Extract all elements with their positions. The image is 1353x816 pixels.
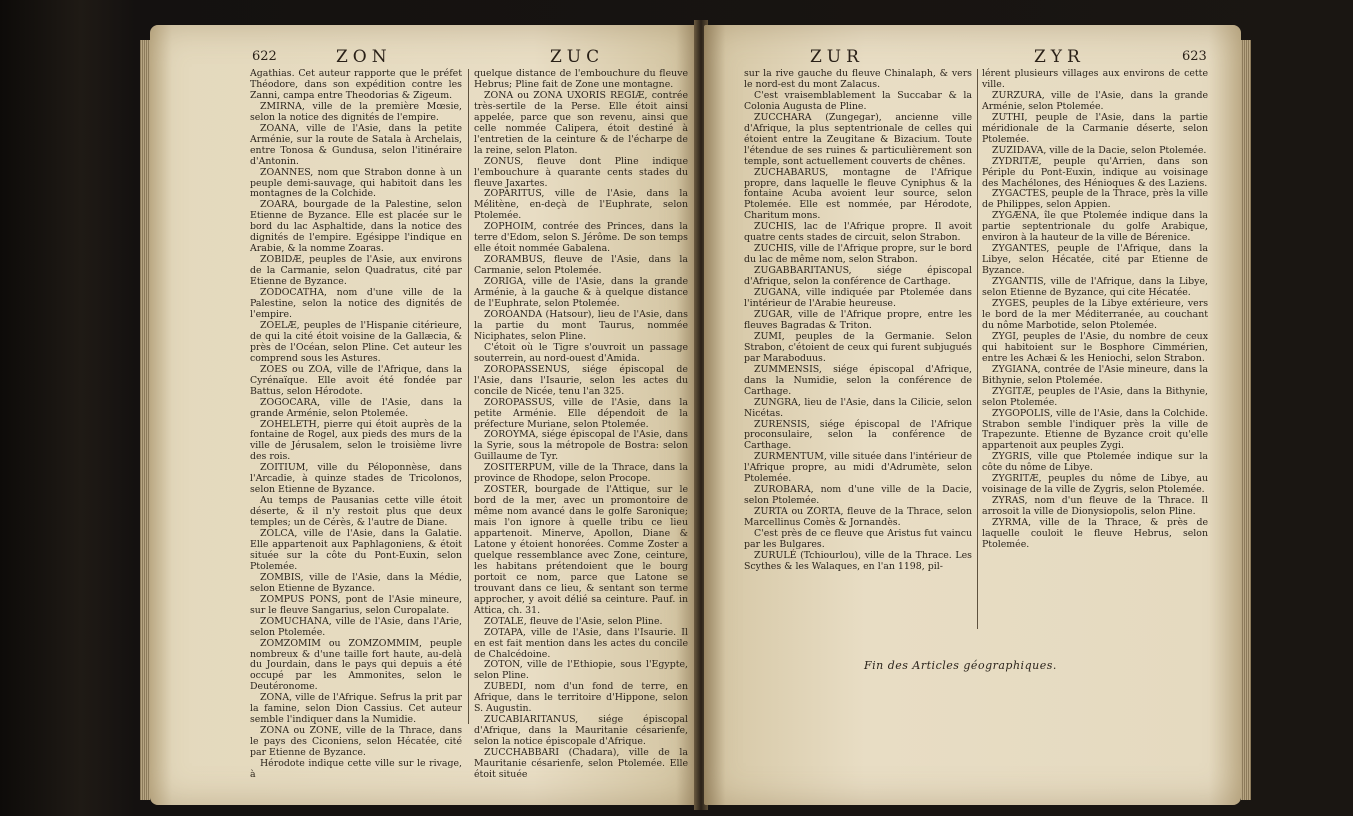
entry-paragraph: ZOITIUM, ville du Péloponnèse, dans l'Arcadie, à quinze stades de Tricolonos, selon Etienne de Byzance. [250, 462, 462, 496]
entry-paragraph: sur la rive gauche du fleuve Chinalaph, & vers le nord-est du mont Zalacus. [744, 68, 972, 90]
entry-paragraph: ZOHELETH, pierre qui étoit auprès de la fontaine de Rogel, aux pieds des murs de la ville de Jérusalem, selon le troisième livre des rois. [250, 418, 462, 463]
running-head-left-1: ZON [336, 47, 392, 67]
entry-paragraph: Agathias. Cet auteur rapporte que le préfet Théodore, dans son expédition contre les Zanni, campa entre Theodorias & Zigeum. [250, 68, 462, 101]
entry-paragraph: ZUROBARA, nom d'une ville de la Dacie, selon Ptolemée. [744, 484, 972, 507]
entry-paragraph: ZYGANTES, peuple de l'Afrique, dans la Libye, selon Hécatée, cité par Etienne de Byzance. [982, 243, 1208, 277]
entry-paragraph: C'est vraisemblablement la Succabar & la Colonia Augusta de Pline. [744, 89, 972, 112]
entry-paragraph: ZOROANDA (Hatsour), lieu de l'Asie, dans la partie du mont Taurus, nommée Niciphates, selon Pline. [474, 308, 688, 342]
entry-paragraph: ZUCABIARITANUS, siége épiscopal d'Afrique, dans la Mauritanie césarienfe, selon la notice épiscopale d'Afrique. [474, 714, 688, 748]
entry-paragraph: ZURZURA, ville de l'Asie, dans la grande Arménie, selon Ptolemée. [982, 89, 1208, 112]
entry-paragraph: ZOANNES, nom que Strabon donne à un peuple demi-sauvage, qui habitoit dans les montagnes de la Colchide. [250, 166, 462, 200]
entry-paragraph: ZYRMA, ville de la Thrace, & près de laquelle couloit le fleuve Hebrus, selon Ptolemée. [982, 517, 1208, 550]
entry-paragraph: ZYRAS, nom d'un fleuve de la Thrace. Il arrosoit la ville de Dionysiopolis, selon Pline. [982, 495, 1208, 518]
entry-paragraph: ZOMBIS, ville de l'Asie, dans la Médie, selon Etienne de Byzance. [250, 571, 462, 594]
entry-paragraph: ZUZIDAVA, ville de la Dacie, selon Ptolemée. [992, 144, 1207, 156]
entry-paragraph: Hérodote indique cette ville sur le rivage, à [250, 758, 462, 780]
entry-paragraph: ZUMMENSIS, siége épiscopal d'Afrique, dans la Numidie, selon la conférence de Carthage. [744, 363, 972, 397]
entry-paragraph: ZUCHIS, lac de l'Afrique propre. Il avoit quatre cents stades de circuit, selon Strabon. [744, 221, 972, 244]
entry-paragraph: ZOMZOMIM ou ZOMZOMMIM, peuple nombreux & d'une taille fort haute, au-delà du Jourdain, dans le pays qui depuis a été occupé par les Ammonites, selon le Deutéronome. [250, 637, 462, 693]
entry-paragraph: ZOROPASSENUS, siége épiscopal de l'Asie, dans l'Isaurie, selon les actes du concile de Nicée, tenu l'an 325. [474, 363, 688, 397]
entry-paragraph: ZOROPASSUS, ville de l'Asie, dans la petite Arménie. Elle dépendoit de la préfecture Muriane, selon Ptolemée. [474, 396, 688, 430]
entry-paragraph: ZYGACTES, peuple de la Thrace, près la ville de Philippes, selon Appien. [982, 188, 1208, 211]
column-rule-right [977, 69, 978, 629]
entry-paragraph: ZYGÆNA, île que Ptolemée indique dans la partie septentrionale du golfe Arabique, environ à la hauteur de la ville de Bérenice. [982, 210, 1208, 244]
entry-paragraph: ZYGES, peuples de la Libye extérieure, vers le bord de la mer Méditerranée, au couchant du nôme Marbotide, selon Ptolemée. [982, 298, 1208, 331]
entry-paragraph: ZOPHOIM, contrée des Princes, dans la terre d'Edom, selon S. Jérôme. De son temps elle étoit nommée Gabalena. [474, 221, 688, 255]
entry-paragraph: ZUGABBARITANUS, siége épiscopal d'Afrique, selon la conférence de Carthage. [744, 265, 972, 288]
entry-paragraph: ZUCHIS, ville de l'Afrique propre, sur le bord du lac de même nom, selon Strabon. [744, 243, 972, 266]
column-rule-left [468, 69, 469, 724]
page-number-right: 623 [1182, 49, 1207, 64]
entry-paragraph: ZUCCHARA (Zungegar), ancienne ville d'Afrique, la plus septentrionale de celles qui étoient entre la Zeugitane & Bizacium. Toute l'étendue de ses ruines & particulièrement son temple, sont actuellement couverts de chênes. [744, 111, 972, 167]
left-column-1 [250, 69, 462, 781]
entry-paragraph: ZOGOCARA, ville de l'Asie, dans la grande Arménie, selon Ptolemée. [250, 396, 462, 419]
entry-paragraph: ZOSITERPUM, ville de la Thrace, dans la province de Rhodope, selon Procope. [474, 462, 688, 485]
entry-paragraph: ZYGI, peuples de l'Asie, du nombre de ceux qui habitoient sur le Bosphore Cimmérien, entre les Achæi & les Heniochi, selon Strabon. [982, 330, 1208, 364]
entry-paragraph: ZOTON, ville de l'Ethiopie, sous l'Egypte, selon Pline. [474, 659, 688, 682]
running-head-right-2: ZYR [1034, 47, 1085, 67]
page-number-left: 622 [252, 49, 277, 64]
right-page [704, 25, 1241, 805]
entry-paragraph: ZYGOPOLIS, ville de l'Asie, dans la Colchide. Strabon semble l'indiquer près la ville de Trapezunte. Etienne de Byzance croit qu'elle appartenoit aux peuples Zygi. [982, 407, 1208, 452]
entry-paragraph: C'étoit où le Tigre s'ouvroit un passage souterrein, au nord-ouest d'Amida. [474, 341, 688, 364]
entry-paragraph: ZOTAPA, ville de l'Asie, dans l'Isaurie. Il en est fait mention dans les actes du concile de Chalcédoine. [474, 626, 688, 660]
entry-paragraph: ZONA, ville de l'Afrique. Sefrus la prit par la famine, selon Dion Cassius. Cet auteur semble l'indiquer dans la Numidie. [250, 692, 462, 726]
entry-paragraph: ZURTA ou ZORTA, fleuve de la Thrace, selon Marcellinus Comès & Jornandès. [744, 506, 972, 529]
running-head-right-1: ZUR [810, 47, 864, 67]
entry-paragraph: ZODOCATHA, nom d'une ville de la Palestine, selon la notice des dignités de l'empire. [250, 287, 462, 320]
entry-paragraph: ZOPARITUS, ville de l'Asie, dans la Mélitène, en-deçà de l'Euphrate, selon Ptolemée. [474, 188, 688, 222]
entry-paragraph: ZOMUCHANA, ville de l'Asie, dans l'Arie, selon Ptolemée. [250, 615, 462, 638]
entry-paragraph: ZORAMBUS, fleuve de l'Asie, dans la Carmanie, selon Ptolemée. [474, 254, 688, 277]
entry-paragraph: ZYDRITÆ, peuple qu'Arrien, dans son Périple du Pont-Euxin, indique au voisinage des Machélones, des Hénioques & des Laziens. [982, 155, 1208, 189]
entry-paragraph: ZUNGRA, lieu de l'Asie, dans la Cilicie, selon Nicétas. [744, 396, 972, 419]
entry-paragraph: ZUBEDI, nom d'un fond de terre, en Afrique, dans le territoire d'Hippone, selon S. Augustin. [474, 681, 688, 715]
entry-paragraph: ZURENSIS, siége épiscopal de l'Afrique proconsulaire, selon la conférence de Carthage. [744, 418, 972, 452]
entry-paragraph: ZOROYMA, siége épiscopal de l'Asie, dans la Syrie, sous la métropole de Bostra: selon Guillaume de Tyr. [474, 429, 688, 463]
entry-paragraph: ZURMENTUM, ville située dans l'intérieur de l'Afrique propre, au midi d'Adrumète, selon Ptolemée. [744, 451, 972, 485]
entry-paragraph: ZOTALE, fleuve de l'Asie, selon Pline. [484, 615, 663, 627]
entry-paragraph: ZUMI, peuples de la Germanie. Selon Strabon, c'étoient de ceux qui furent subjugués par Maraboduus. [744, 330, 972, 364]
entry-paragraph: ZYGITÆ, peuples de l'Asie, dans la Bithynie, selon Ptolemée. [982, 385, 1208, 408]
entry-paragraph: ZOMPUS PONS, pont de l'Asie mineure, sur le fleuve Sangarius, selon Curopalate. [250, 593, 462, 616]
left-page-edges [140, 40, 150, 800]
entry-paragraph: ZUCHABARUS, montagne de l'Afrique propre, dans laquelle le fleuve Cyniphus & la fontaine Acuba avoient leur source, selon Ptolemée. Elle est nommée, par Hérodote, Charitum mons. [744, 166, 972, 222]
entry-paragraph: ZONA ou ZONA UXORIS REGIÆ, contrée très-sertile de la Perse. Elle étoit ainsi appelée, parce que son revenu, ainsi que celle nommée Calipera, étoit destiné à l'entretien de la ceinture & de l'écharpe de la reine, selon Platon. [474, 89, 688, 156]
entry-paragraph: lérent plusieurs villages aux environs de cette ville. [982, 68, 1208, 90]
entry-paragraph: ZOSTER, bourgade de l'Attique, sur le bord de la mer, avec un promontoire de même nom avancé dans le golfe Saronique; mais l'on ignore à quelle tribu ce lieu appartenoit. Minerve, Apollon, Diane & Latone y étoient honorées. Comme Zoster a quelque ressemblance avec Zone, ceinture, les habitans prétendoient que le bourg portoit ce nom, parce que Latone se trouvant dans ce lieu, & sentant son terme approcher, y avoit délié sa ceinture. Pauf. in Attica, ch. 31. [474, 484, 688, 616]
entry-paragraph: ZYGANTIS, ville de l'Afrique, dans la Libye, selon Etienne de Byzance, qui cite Hécatée. [982, 276, 1208, 299]
entry-paragraph: ZUTHI, peuple de l'Asie, dans la partie méridionale de la Carmanie déserte, selon Ptolemée. [982, 111, 1208, 145]
right-column-2 [982, 69, 1208, 551]
left-column-2 [474, 69, 688, 781]
running-head-left-2: ZUC [550, 47, 605, 67]
entry-paragraph: ZYGRITÆ, peuples du nôme de Libye, au voisinage de la ville de Zygris, selon Ptolemée. [982, 473, 1208, 496]
entry-paragraph: quelque distance de l'embouchure du fleuve Hebrus; Pline fait de Zone une montagne. [474, 68, 688, 90]
entry-paragraph: ZOANA, ville de l'Asie, dans la petite Arménie, sur la route de Satala à Archelais, entre Tonosa & Gundusa, selon l'itinéraire d'Antonin. [250, 122, 462, 167]
left-page [150, 25, 698, 805]
entry-paragraph: ZOES ou ZOA, ville de l'Afrique, dans la Cyrénaïque. Elle avoit été fondée par Battus, selon Hérodote. [250, 363, 462, 397]
entry-paragraph: ZOLCA, ville de l'Asie, dans la Galatie. Elle appartenoit aux Paphlagoniens, & étoit située sur la côte du Pont-Euxin, selon Ptolemée. [250, 528, 462, 572]
entry-paragraph: ZYGRIS, ville que Ptolemée indique sur la côte du nôme de Libye. [982, 451, 1208, 474]
right-column-1 [744, 69, 972, 573]
entry-paragraph: ZOBIDÆ, peuples de l'Asie, aux environs de la Carmanie, selon Quadratus, cité par Etienne de Byzance. [250, 254, 462, 288]
closing-note: Fin des Articles géographiques. [864, 659, 1057, 672]
entry-paragraph: ZUGANA, ville indiquée par Ptolemée dans l'intérieur de l'Arabie heureuse. [744, 287, 972, 310]
entry-paragraph: ZUCCHABBARI (Chadara), ville de la Mauritanie césarienfe, selon Ptolemée. Elle étoit située [474, 747, 688, 780]
right-page-edges [1241, 40, 1251, 800]
entry-paragraph: ZMIRNA, ville de la première Mœsie, selon la notice des dignités de l'empire. [250, 100, 462, 123]
entry-paragraph: ZOELÆ, peuples de l'Hispanie citérieure, de qui la cité étoit voisine de la Gallæcia, & près de l'Océan, selon Pline. Cet auteur les comprend sous les Astures. [250, 319, 462, 364]
entry-paragraph: ZYGIANA, contrée de l'Asie mineure, dans la Bithynie, selon Ptolemée. [982, 363, 1208, 386]
entry-paragraph: ZONUS, fleuve dont Pline indique l'embouchure à quarante cents stades du fleuve Jaxartes. [474, 155, 688, 189]
entry-paragraph: Au temps de Pausanias cette ville étoit déserte, & il n'y restoit plus que deux temples; un de Cérès, & l'autre de Diane. [250, 495, 462, 529]
entry-paragraph: ZOARA, bourgade de la Palestine, selon Etienne de Byzance. Elle est placée sur le bord du lac Asphaltide, dans la notice des dignités de l'empire. Egésippe l'indique en Arabie, & la nomme Zoaras. [250, 199, 462, 255]
entry-paragraph: C'est près de ce fleuve que Aristus fut vaincu par les Bulgares. [744, 528, 972, 550]
entry-paragraph: ZURULÉ (Tchiourlou), ville de la Thrace. Les Scythes & les Walaques, en l'an 1198, pil- [744, 549, 972, 572]
entry-paragraph: ZONA ou ZONE, ville de la Thrace, dans le pays des Ciconiens, selon Hécatée, cité par Etienne de Byzance. [250, 725, 462, 759]
entry-paragraph: ZORIGA, ville de l'Asie, dans la grande Arménie, à la gauche & à quelque distance de l'Euphrate, selon Ptolemée. [474, 276, 688, 310]
entry-paragraph: ZUGAR, ville de l'Afrique propre, entre les fleuves Bagradas & Triton. [744, 308, 972, 331]
